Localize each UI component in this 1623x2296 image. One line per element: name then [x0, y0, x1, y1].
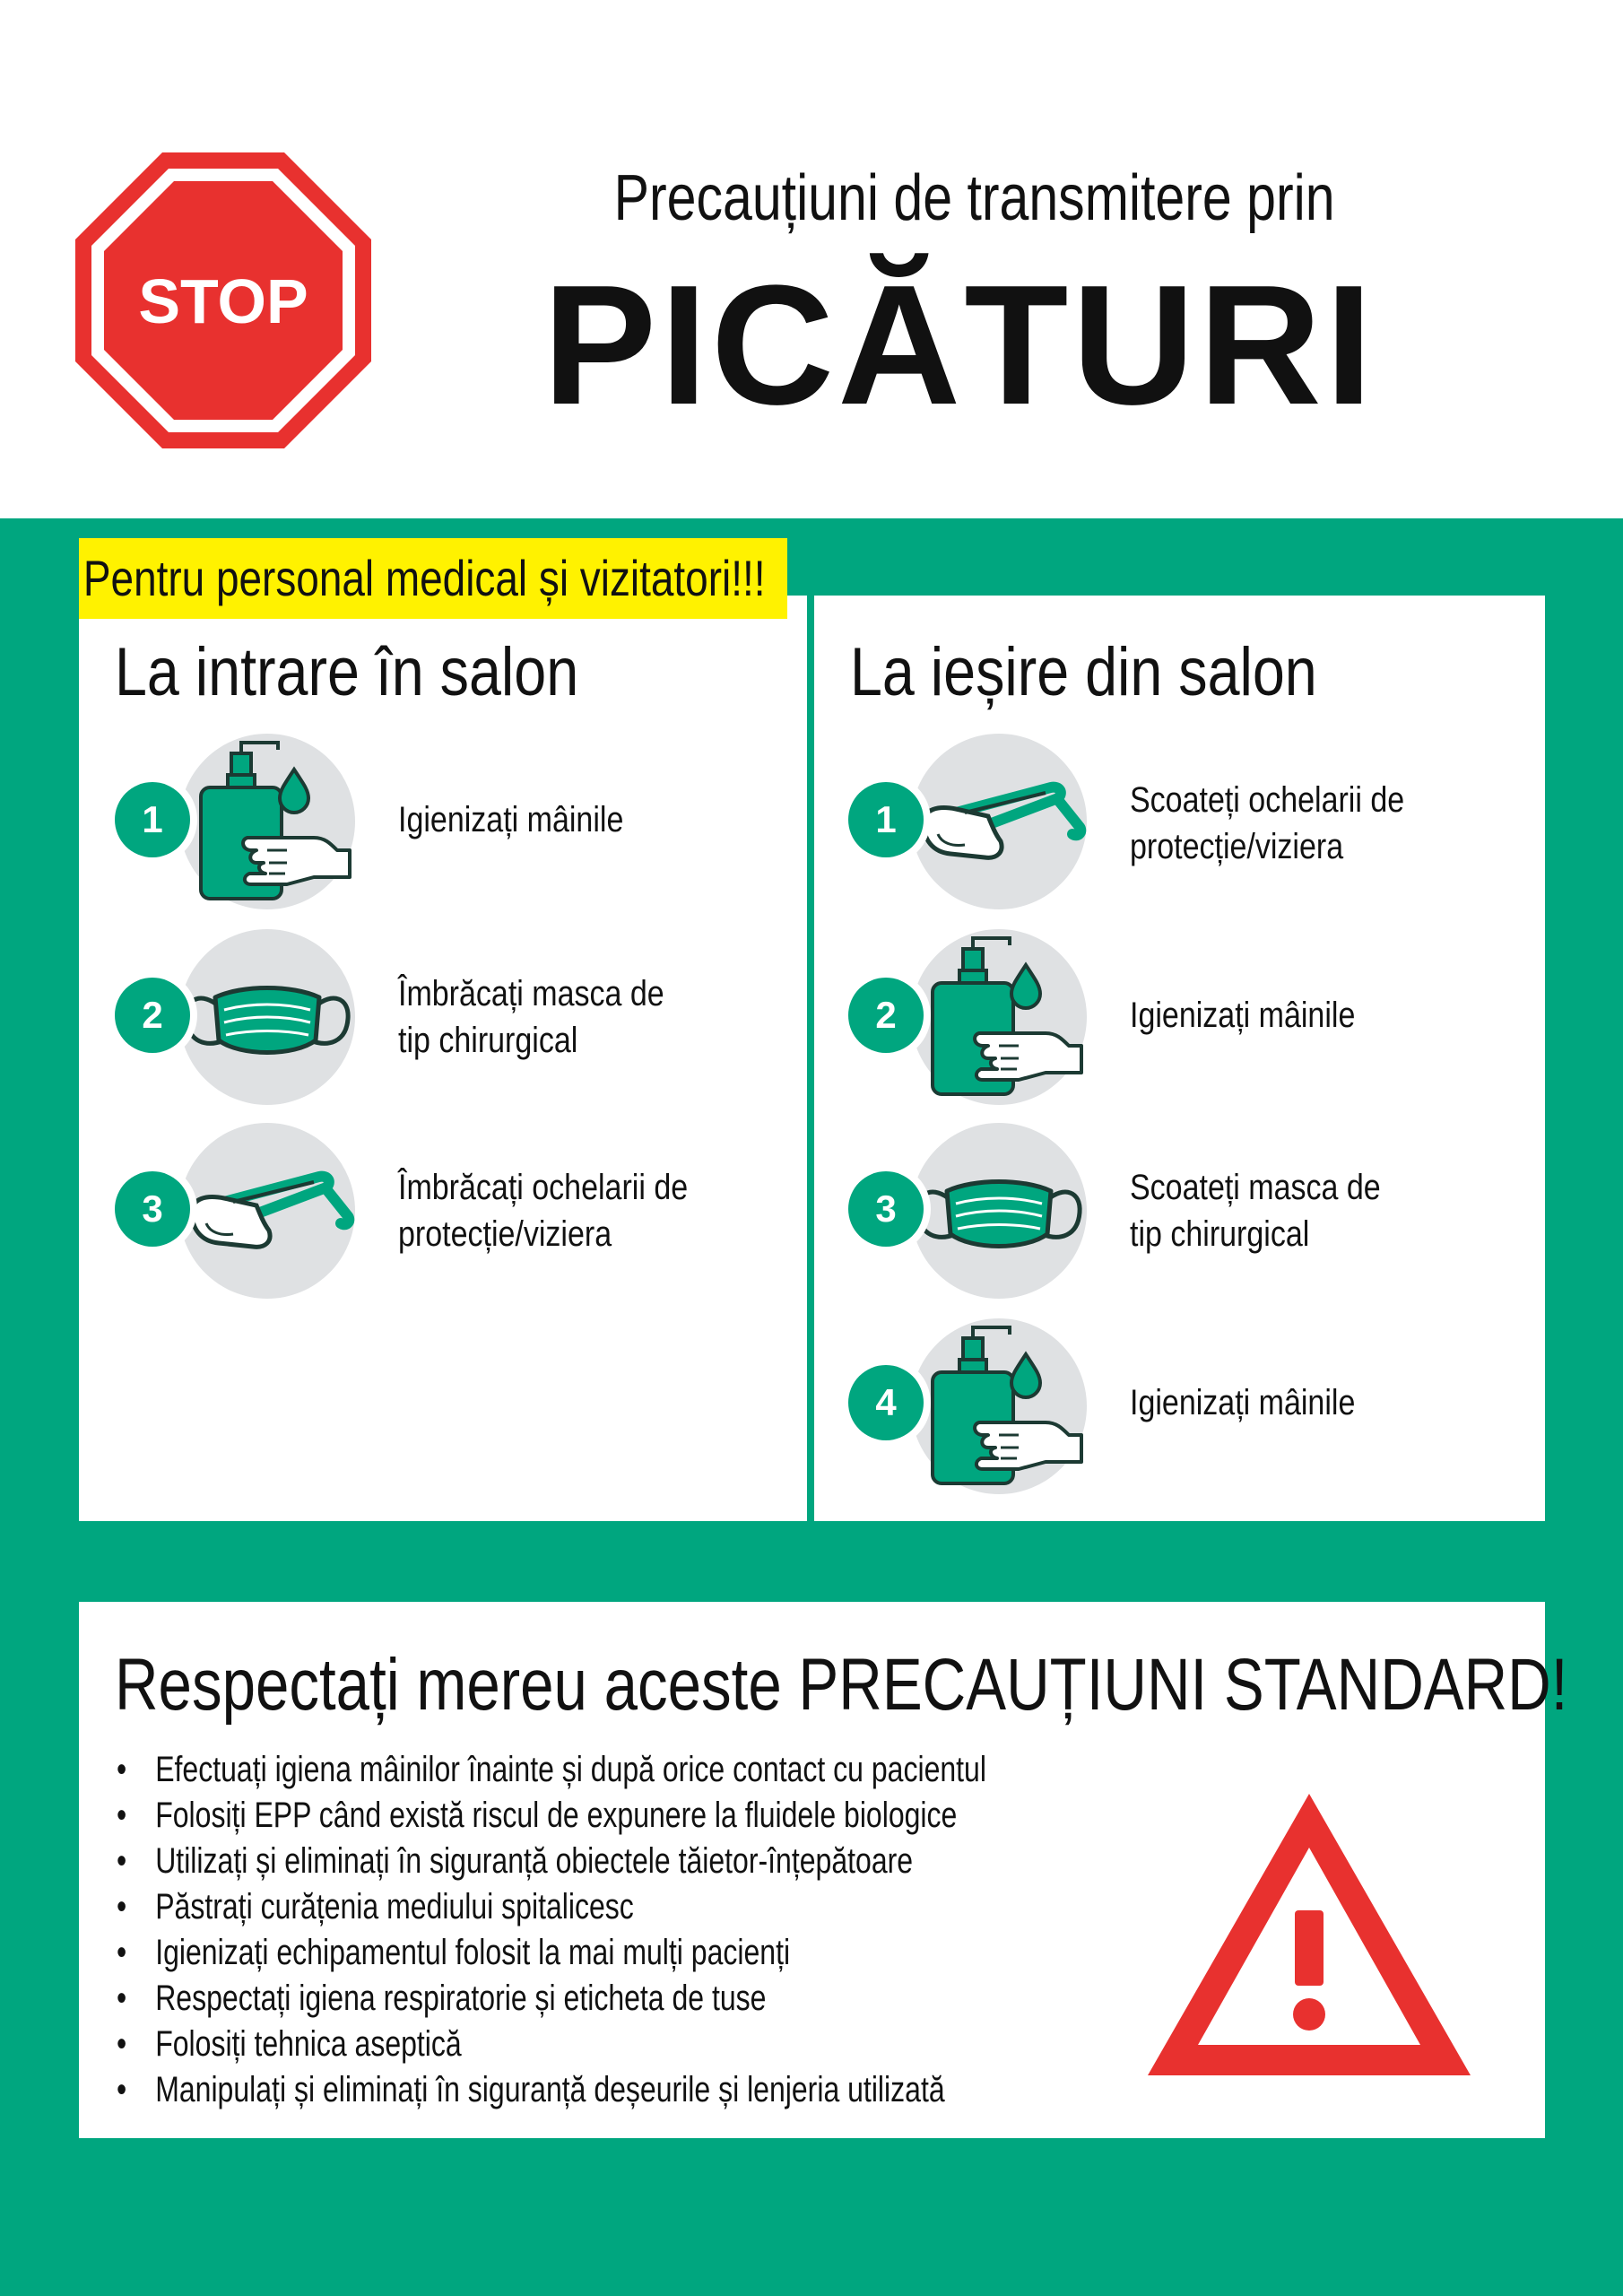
- step-icon-goggles-icon: [911, 734, 1087, 909]
- list-item: • Manipulați și eliminați în siguranță deșeurile și lenjeria utilizată: [117, 2067, 986, 2113]
- exit-step-number: 4: [848, 1365, 924, 1440]
- exit-title: La ieșire din salon: [850, 634, 1317, 710]
- list-item: • Folosiți tehnica aseptică: [117, 2022, 986, 2067]
- entry-step-text: Igienizați mâinile: [398, 800, 624, 839]
- audience-banner-text: Pentru personal medical și vizitatori!!!: [82, 550, 766, 606]
- list-item: • Efectuați igiena mâinilor înainte și după orice contact cu pacientul: [117, 1747, 986, 1793]
- exit-step-number: 3: [848, 1171, 924, 1247]
- step-icon-goggles-icon: [179, 1123, 355, 1299]
- list-item: • Păstrați curățenia mediului spitalicesc: [117, 1884, 986, 1930]
- step-icon-surgical-mask-icon: [911, 1123, 1087, 1299]
- step-icon-surgical-mask-icon: [179, 929, 355, 1105]
- step-icon-hand-sanitizer-icon: [911, 929, 1087, 1105]
- standard-precautions-list: [117, 1747, 1203, 2113]
- list-item: • Respectați igiena respiratorie și eticheta de tuse: [117, 1976, 986, 2022]
- exit-step-number: 2: [848, 978, 924, 1053]
- warning-triangle-icon: [1148, 1794, 1471, 2081]
- entry-step-number: 3: [115, 1171, 190, 1247]
- stop-sign-text: STOP: [138, 266, 308, 336]
- list-item: • Igienizați echipamentul folosit la mai mulți pacienți: [117, 1930, 986, 1976]
- exit-step-text: Scoateți masca de tip chirurgical: [1130, 1168, 1381, 1254]
- exit-step-text: Igienizați mâinile: [1130, 1383, 1356, 1422]
- exit-step-number: 1: [848, 782, 924, 857]
- audience-banner: [79, 538, 787, 619]
- stop-sign-icon: [75, 152, 371, 448]
- entry-step-text: Îmbrăcați masca de tip chirurgical: [398, 974, 664, 1060]
- exit-step-text: Igienizați mâinile: [1130, 996, 1356, 1035]
- entry-step-number: 2: [115, 978, 190, 1053]
- poster-title: PICĂTURI: [542, 250, 1376, 440]
- poster-subtitle: Precauțiuni de transmitere prin: [613, 162, 1335, 234]
- standard-precautions-title: Respectați mereu aceste PRECAUȚIUNI STANDARD!: [115, 1644, 1568, 1726]
- list-item: • Folosiți EPP când există riscul de expunere la fluidele biologice: [117, 1793, 986, 1839]
- step-icon-hand-sanitizer-icon: [179, 734, 355, 909]
- exit-step-text: Scoateți ochelarii de protecție/viziera: [1130, 780, 1405, 866]
- step-icon-hand-sanitizer-icon: [911, 1318, 1087, 1494]
- entry-step-text: Îmbrăcați ochelarii de protecție/viziera: [398, 1168, 689, 1254]
- entry-step-number: 1: [115, 782, 190, 857]
- entry-title: La intrare în salon: [115, 634, 579, 710]
- list-item: • Utilizați și eliminați în siguranță obiectele tăietor-înțepătoare: [117, 1839, 986, 1884]
